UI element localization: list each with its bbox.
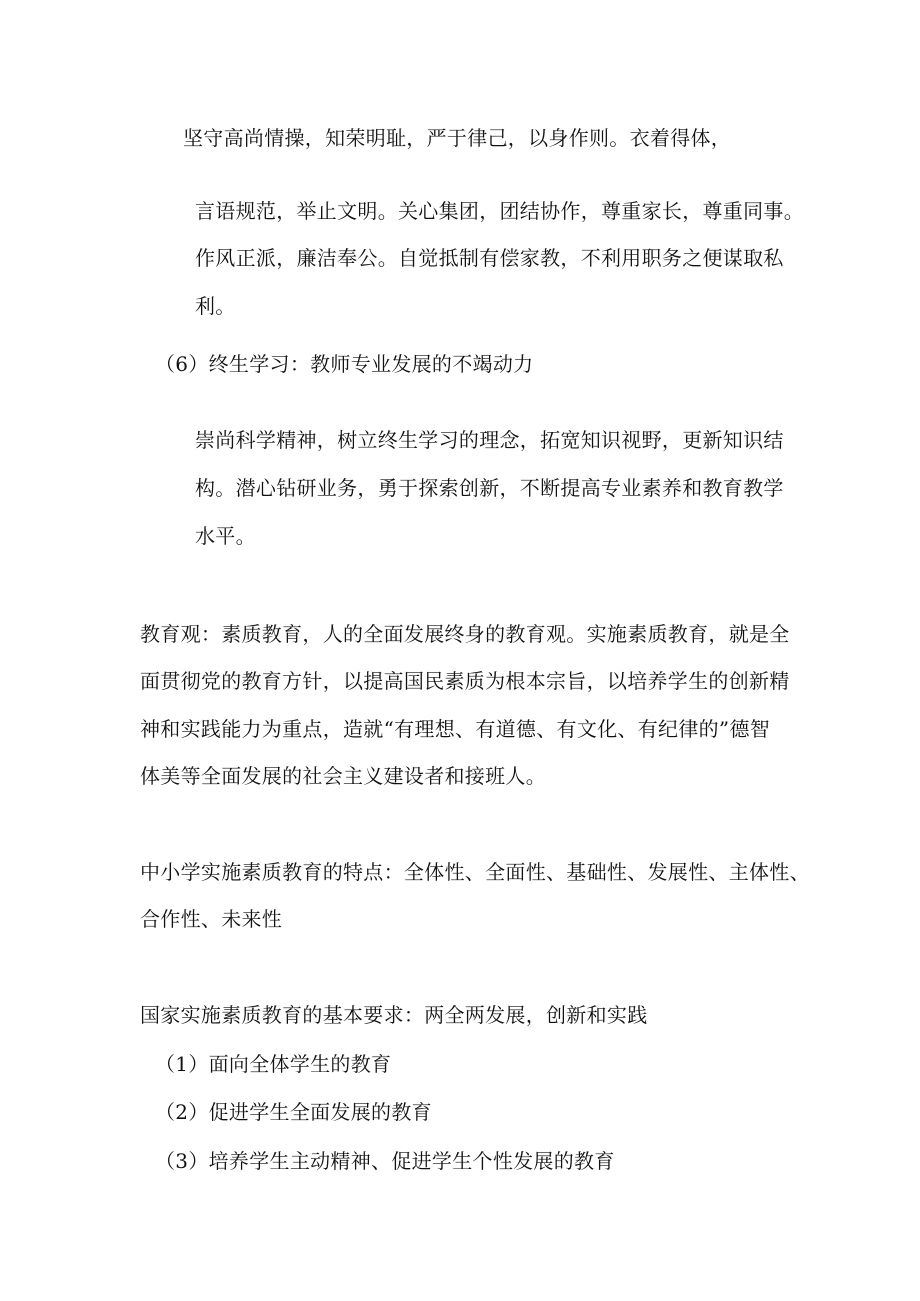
section-heading: （6）终生学习：教师专业发展的不竭动力 (155, 352, 534, 376)
paragraph-line: 水平。 (195, 524, 256, 548)
list-item: （2）促进学生全面发展的教育 (155, 1100, 432, 1124)
paragraph-line: 中小学实施素质教育的特点：全体性、全面性、基础性、发展性、主体性、 (140, 860, 810, 884)
paragraph-line: 体美等全面发展的社会主义建设者和接班人。 (140, 764, 546, 788)
section-heading: 国家实施素质教育的基本要求：两全两发展，创新和实践 (140, 1003, 648, 1027)
paragraph-line: 崇尚科学精神，树立终生学习的理念，拓宽知识视野，更新知识结 (195, 428, 784, 452)
paragraph-line: 利。 (195, 294, 236, 318)
paragraph-line: 面贯彻党的教育方针，以提高国民素质为根本宗旨，以培养学生的创新精 (140, 669, 790, 693)
paragraph-line: 神和实践能力为重点，造就“有理想、有道德、有文化、有纪律的”德智 (140, 717, 771, 741)
paragraph-line: 教育观：素质教育，人的全面发展终身的教育观。实施素质教育，就是全 (140, 622, 790, 646)
list-item: （3）培养学生主动精神、促进学生个性发展的教育 (155, 1149, 615, 1173)
list-item: （1）面向全体学生的教育 (155, 1052, 392, 1076)
paragraph-line: 构。潜心钻研业务，勇于探索创新，不断提高专业素养和教育教学 (195, 476, 784, 500)
paragraph-line: 言语规范，举止文明。关心集团，团结协作，尊重家长，尊重同事。 (195, 199, 804, 223)
paragraph-line: 合作性、未来性 (140, 907, 283, 931)
paragraph-line: 作风正派，廉洁奉公。自觉抵制有偿家教，不利用职务之便谋取私 (195, 246, 784, 270)
paragraph-line: 坚守高尚情操，知荣明耻，严于律己，以身作则。衣着得体， (183, 126, 732, 150)
